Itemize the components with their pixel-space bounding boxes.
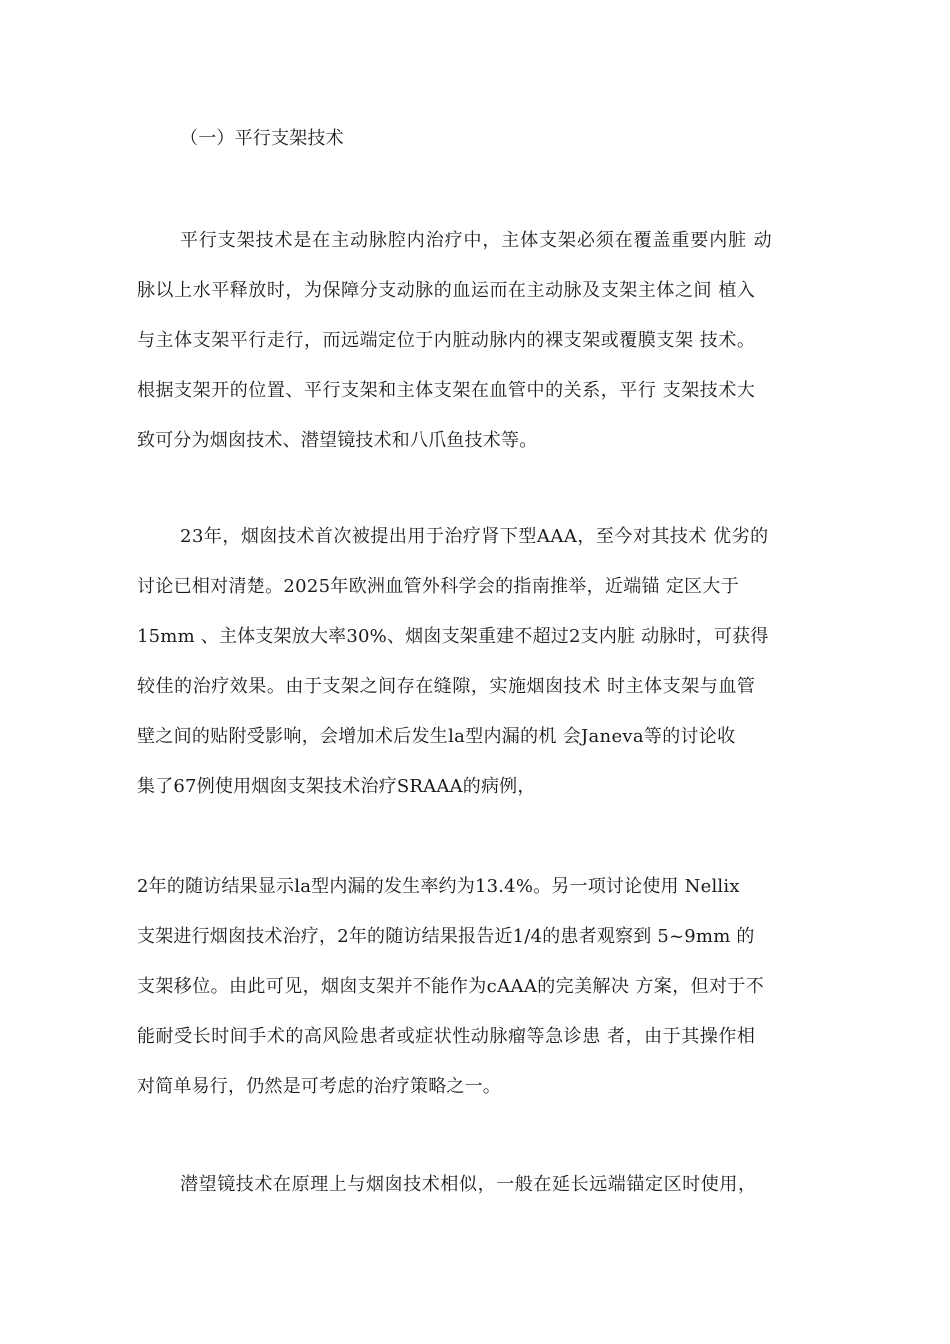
paragraph-line: 支架进行烟囱技术治疗，2年的随访结果报告近1/4的患者观察到 5~9mm 的 xyxy=(137,926,755,947)
paragraph-line: 对简单易行，仍然是可考虑的治疗策略之一。 xyxy=(137,1076,501,1097)
paragraph-line: 壁之间的贴附受影响，会增加术后发生la型内漏的机 会Janeva等的讨论收 xyxy=(137,726,736,747)
paragraph-line: 较佳的治疗效果。由于支架之间存在缝隙，实施烟囱技术 时主体支架与血管 xyxy=(137,676,756,697)
section-heading: （一）平行支架技术 xyxy=(180,128,344,149)
paragraph-line: 根据支架开的位置、平行支架和主体支架在血管中的关系，平行 支架技术大 xyxy=(137,380,756,401)
paragraph-line: 平行支架技术是在主动脉腔内治疗中，主体支架必须在覆盖重要内脏 动 xyxy=(180,230,773,251)
paragraph-line: 致可分为烟囱技术、潜望镜技术和八爪鱼技术等。 xyxy=(137,430,538,451)
paragraph-line: 潜望镜技术在原理上与烟囱技术相似，一般在延长远端锚定区时使用， xyxy=(180,1174,757,1195)
paragraph-line: 集了67例使用烟囱支架技术治疗SRAAA的病例， xyxy=(137,776,536,797)
paragraph-line: 讨论已相对清楚。2025年欧洲血管外科学会的指南推举，近端锚 定区大于 xyxy=(137,576,740,597)
paragraph-line: 能耐受长时间手术的高风险患者或症状性动脉瘤等急诊患 者，由于其操作相 xyxy=(137,1026,756,1047)
paragraph-line: 脉以上水平释放时，为保障分支动脉的血运而在主动脉及支架主体之间 植入 xyxy=(137,280,756,301)
paragraph-line: 23年，烟囱技术首次被提出用于治疗肾下型AAA，至今对其技术 优劣的 xyxy=(180,526,769,547)
paragraph-line: 2年的随访结果显示la型内漏的发生率约为13.4%。另一项讨论使用 Nellix xyxy=(137,876,740,897)
paragraph-line: 15mm 、主体支架放大率30%、烟囱支架重建不超过2支内脏 动脉时，可获得 xyxy=(137,626,769,647)
paragraph-line: 支架移位。由此可见，烟囱支架并不能作为cAAA的完美解决 方案，但对于不 xyxy=(137,976,765,997)
paragraph-line: 与主体支架平行走行，而远端定位于内脏动脉内的裸支架或覆膜支架 技术。 xyxy=(137,330,756,351)
